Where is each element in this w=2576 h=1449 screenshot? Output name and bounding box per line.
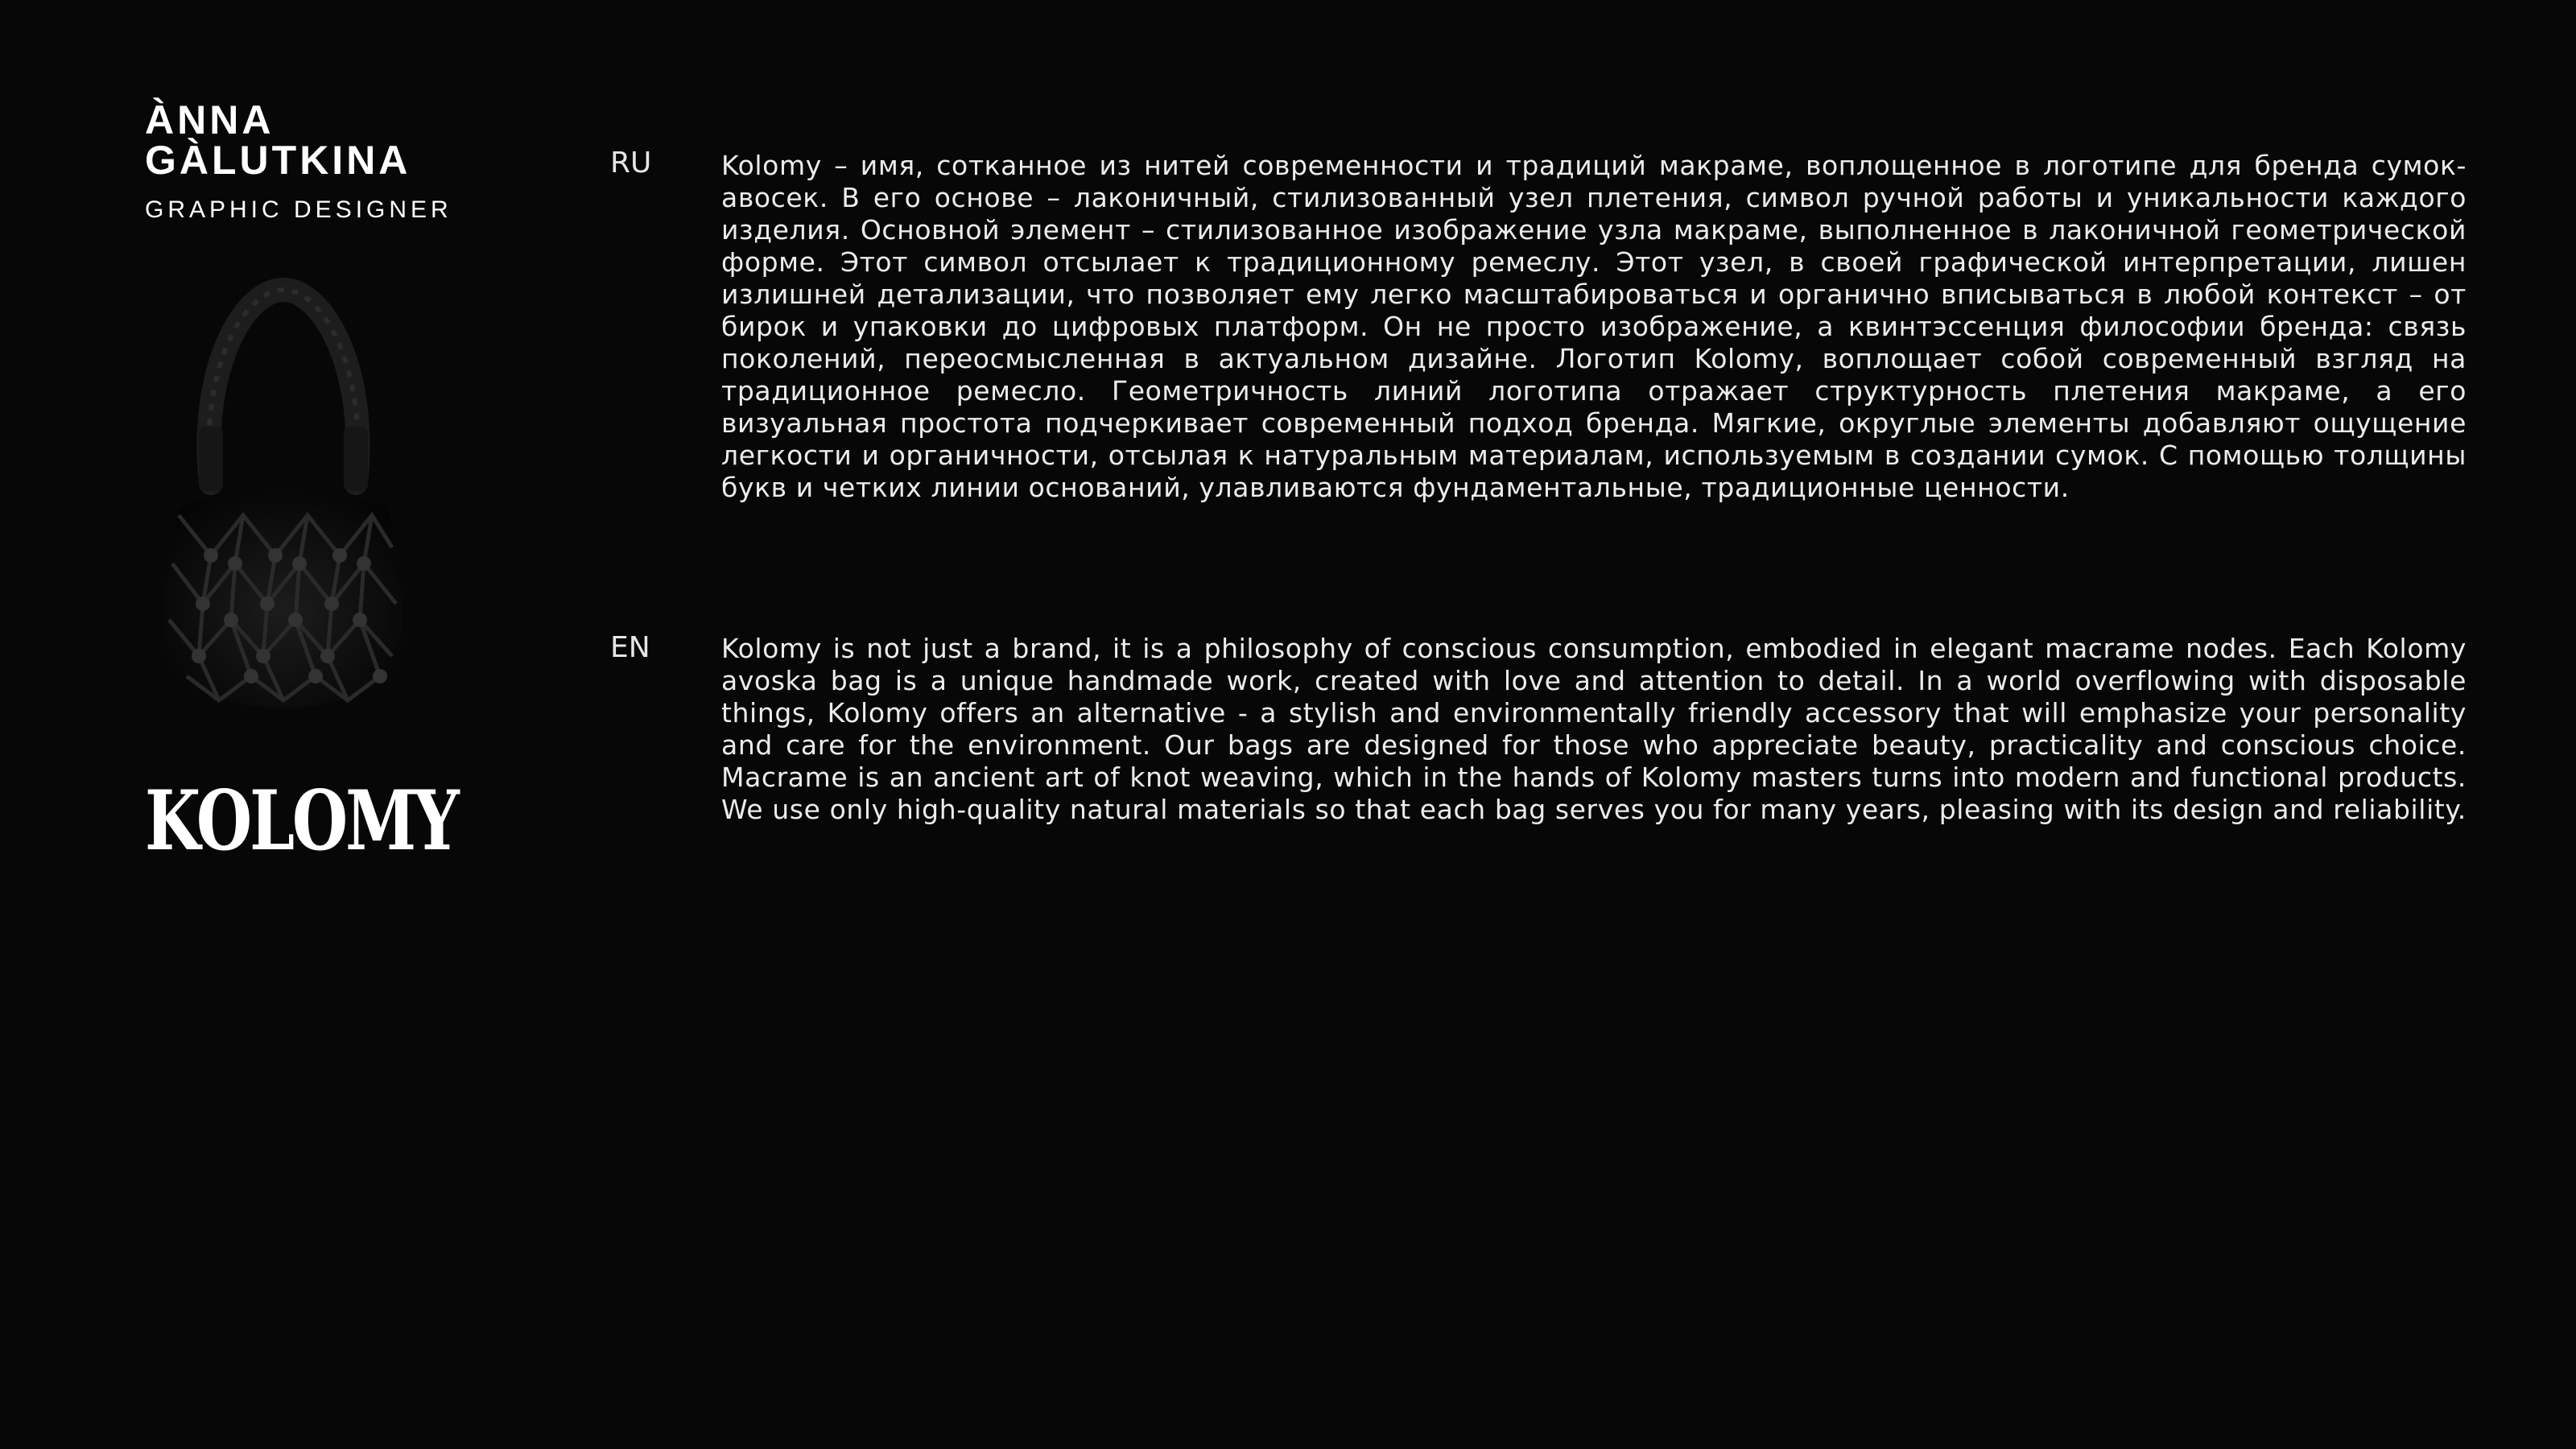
lang-label-ru: RU bbox=[610, 147, 652, 180]
kolomy-logo: KOLOMY bbox=[145, 773, 457, 869]
macrame-bag-photo bbox=[122, 274, 444, 741]
designer-last-name: GÀLUTKINA bbox=[145, 138, 411, 183]
description-en: Kolomy is not just a brand, it is a philosophy of conscious consumption, embodied in elegant macrame nodes. Each Kolomy avoska bag is a unique handmade work, created with love and attention to detail. In a world overflowing with disposable things, Kolomy offers an alternative - a stylish and environmentally friendly accessory that will emphasize your personality and care for the environment. Our bags are designed for those who appreciate beauty, practicality and conscious choice. Macrame is an ancient art of knot weaving, which in the hands of Kolomy masters turns into modern and functional products. We use only high-quality natural materials so that each bag serves you for many years, pleasing with its design and reliability. bbox=[721, 633, 2467, 825]
designer-brand-block bbox=[145, 97, 467, 224]
designer-role: GRAPHIC DESIGNER bbox=[145, 196, 452, 223]
designer-first-name: ÀNNA bbox=[145, 97, 275, 142]
description-ru: Kolomy – имя, сотканное из нитей современности и традиций макраме, воплощенное в логотипе для бренда сумок-авосек. В его основе – лаконичный, стилизованный узел плетения, символ ручной работы и уникальности каждого изделия. Основной элемент – стилизованное изображение узла макраме, выполненное в лаконичной геометрической форме. Этот символ отсылает к традиционному ремеслу. Этот узел, в своей графической интерпретации, лишен излишней детализации, что позволяет ему легко масштабироваться и органично вписываться в любой контекст – от бирок и упаковки до цифровых платформ. Он не просто изображение, а квинтэссенция философии бренда: связь поколений, переосмысленная в актуальном дизайне. Логотип Kolomy, воплощает собой современный взгляд на традиционное ремесло. Геометричность линий логотипа отражает структурность плетения макраме, а его визуальная простота подчеркивает современный подход бренда. Мягкие, округлые элементы добавляют ощущение легкости и органичности, отсылая к натуральным материалам, используемым в создании сумок. С помощью толщины букв и четких линии оснований, улавливаются фундаментальные, традиционные ценности. bbox=[721, 150, 2467, 503]
lang-label-en: EN bbox=[610, 631, 650, 664]
macrame-bag-icon bbox=[122, 274, 444, 741]
